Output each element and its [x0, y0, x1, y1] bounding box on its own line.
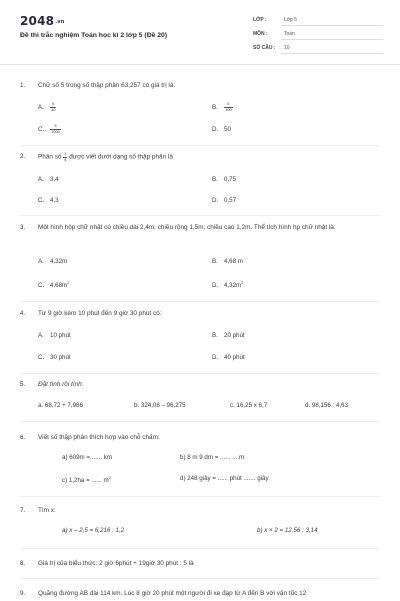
- question-text: [38, 152, 385, 163]
- question-number: 6.: [20, 434, 26, 441]
- fraction-numerator: 5: [50, 102, 56, 108]
- option-label: A.: [38, 103, 44, 111]
- question-number: 4.: [20, 310, 26, 317]
- meta-value: Toán: [284, 31, 295, 37]
- option-value: 40 phút: [224, 354, 245, 361]
- superscript: 2: [67, 280, 70, 285]
- option-value: 0,75: [224, 176, 237, 183]
- option-label: C.: [38, 125, 45, 133]
- meta-value: 10: [284, 45, 290, 51]
- subitem-text: b) x × 2 = 12,56 : 3,14: [257, 527, 318, 534]
- option-c[interactable]: [38, 354, 71, 361]
- option-value: 50: [224, 126, 231, 133]
- question-number: 9.: [20, 590, 26, 597]
- option-value: 4,32m: [224, 282, 242, 290]
- question-text-post: được viết dưới dạng số thập phân là: [69, 153, 173, 161]
- option-label: B.: [212, 103, 218, 111]
- question-6: [20, 433, 385, 445]
- question-4: [20, 309, 385, 321]
- header: [0, 0, 400, 66]
- subitem-b: [180, 454, 244, 461]
- fraction-denominator: 100: [225, 106, 232, 112]
- option-value: 10 phút: [50, 332, 71, 339]
- divider: [281, 39, 383, 40]
- option-b[interactable]: [212, 258, 243, 265]
- logo-suffix: .vn: [55, 18, 65, 25]
- logo-text: 2048: [20, 14, 55, 28]
- option-value: 4,32m: [50, 258, 68, 265]
- option-label: A.: [38, 176, 44, 183]
- question-3: [20, 223, 385, 245]
- option-d[interactable]: [212, 197, 236, 204]
- subitem-text: c) 1,2ha = ...... m: [62, 477, 109, 485]
- question-number: 7.: [20, 507, 26, 514]
- fraction: [50, 102, 56, 112]
- option-d[interactable]: [212, 354, 245, 361]
- question-text: Quãng đường AB dài 114 km. Lúc 8 giờ 20 phút một người đi xe đạp từ A đến B với vận tốc 12: [38, 590, 307, 597]
- divider: [20, 145, 380, 146]
- option-label: D.: [212, 354, 219, 361]
- meta-key: SỐ CÂU :: [253, 45, 276, 51]
- meta-subject: [253, 28, 383, 40]
- subitem-a: [62, 527, 124, 534]
- superscript: 2: [241, 280, 244, 285]
- option-b[interactable]: [212, 332, 245, 339]
- site-logo[interactable]: [20, 14, 65, 28]
- option-b[interactable]: [212, 176, 236, 183]
- option-label: A.: [38, 258, 44, 265]
- question-text-pre: Phân số: [38, 153, 62, 161]
- superscript: 2: [108, 475, 111, 480]
- question-text: Giá trị của biểu thức: 2 giờ 6phút + 19giờ 30 phút : 5 là: [38, 560, 194, 567]
- divider: [281, 53, 383, 54]
- subitem-text: a) x – 2,5 = 6,216 : 1,2: [62, 527, 125, 534]
- subitem-text: c. 16,25 x 6,7: [230, 402, 268, 409]
- subitem-text: a) 609m = ...... km: [62, 454, 113, 461]
- question-text: Một hình hộp chữ nhật có chiều dài 2,4m; chiều rộng 1,5m; chiều cao 1,2m. Thể tích hình hp chữ nhật là:: [38, 224, 336, 231]
- option-label: D.: [212, 197, 219, 204]
- option-label: B.: [212, 258, 218, 265]
- question-text: Viết số thập phân thích hợp vào chỗ chấm:: [38, 434, 160, 441]
- question-text: Chữ số 5 trong số thập phân 63,257 có giá trị là:: [38, 82, 176, 89]
- question-number: 1.: [20, 82, 26, 89]
- option-value: 30 phút: [50, 354, 71, 361]
- question-2: [20, 152, 385, 164]
- meta-key: MÔN :: [253, 31, 268, 37]
- subitem-text: d. 98,156 : 4,63: [305, 402, 349, 409]
- subitem-text: d) 248 giây = ...... phút ....... giây: [180, 475, 269, 482]
- subitem-a: [62, 454, 112, 461]
- question-8: [20, 559, 385, 571]
- subitem-d: [180, 475, 269, 482]
- option-label: A.: [38, 332, 44, 339]
- meta-key: LỚP :: [253, 17, 267, 23]
- option-a[interactable]: [38, 258, 67, 265]
- option-c[interactable]: [38, 124, 61, 134]
- question-number: 2.: [20, 153, 26, 160]
- question-number: 3.: [20, 224, 26, 231]
- subitem-c: [230, 402, 267, 409]
- subitem-b: [257, 527, 318, 534]
- divider: [281, 25, 383, 26]
- fraction-numerator: 5: [50, 124, 61, 130]
- option-b[interactable]: [212, 102, 233, 112]
- question-5: [20, 380, 385, 392]
- fraction-denominator: 4: [64, 156, 67, 162]
- option-d[interactable]: [212, 280, 243, 289]
- option-label: C.: [38, 197, 45, 204]
- fraction-numerator: 3: [64, 151, 67, 156]
- subitem-text: b) 8 m 9 dm = ...... ... m: [180, 454, 245, 461]
- option-label: D.: [212, 282, 219, 290]
- subitem-text: a. 68,72 + 7,986: [38, 402, 83, 409]
- question-text: Từ 9 giờ kém 10 phút đến 9 giờ 30 phút có:: [38, 310, 162, 317]
- option-a[interactable]: [38, 102, 56, 112]
- option-value: 20 phút: [224, 332, 245, 339]
- divider: [20, 301, 380, 302]
- option-value: 4,68 m: [224, 258, 243, 265]
- fraction-denominator: 10: [51, 106, 56, 112]
- option-label: B.: [212, 332, 218, 339]
- subitem-a: [38, 402, 83, 409]
- option-a[interactable]: [38, 176, 59, 183]
- option-value: 4,68m: [50, 282, 68, 290]
- subitem-b: [134, 402, 186, 409]
- option-label: B.: [212, 176, 218, 183]
- question-number: 8.: [20, 560, 26, 567]
- option-c[interactable]: [38, 280, 69, 289]
- fraction-numerator: 5: [224, 102, 233, 108]
- meta-class: [253, 14, 383, 26]
- option-label: D.: [212, 126, 219, 133]
- option-value: 3,4: [50, 176, 59, 183]
- question-number: 5.: [20, 381, 26, 388]
- page-title: Đề thi trắc nghiệm Toán học kì 2 lớp 5 (Đề 20): [20, 32, 168, 39]
- meta-count: [253, 42, 383, 54]
- fraction: [50, 124, 61, 134]
- divider: [20, 215, 380, 216]
- option-label: C.: [38, 354, 45, 361]
- fraction: [224, 102, 233, 112]
- question-text: Tìm x:: [38, 507, 56, 514]
- question-9: [20, 589, 385, 601]
- option-a[interactable]: [38, 332, 71, 339]
- divider: [20, 548, 380, 549]
- option-label: C.: [38, 282, 45, 290]
- subitem-d: [305, 402, 348, 409]
- fraction-denominator: 1000: [51, 128, 60, 134]
- subitem-text: b. 324,08 – 96,275: [134, 402, 186, 409]
- divider: [20, 373, 380, 374]
- header-divider: [0, 64, 400, 65]
- question-text: Đặt tính rồi tính:: [38, 381, 84, 388]
- subitem-c: [62, 475, 111, 484]
- option-value: 0,57: [224, 197, 237, 204]
- option-c[interactable]: [38, 197, 59, 204]
- fraction: [63, 152, 67, 162]
- option-value: 4,3: [50, 197, 59, 204]
- divider: [20, 578, 380, 579]
- divider: [20, 496, 380, 497]
- option-d[interactable]: [212, 126, 231, 133]
- question-7: [20, 506, 385, 518]
- meta-value: Lớp 5: [284, 17, 298, 23]
- divider: [20, 421, 380, 422]
- question-1: [20, 81, 385, 93]
